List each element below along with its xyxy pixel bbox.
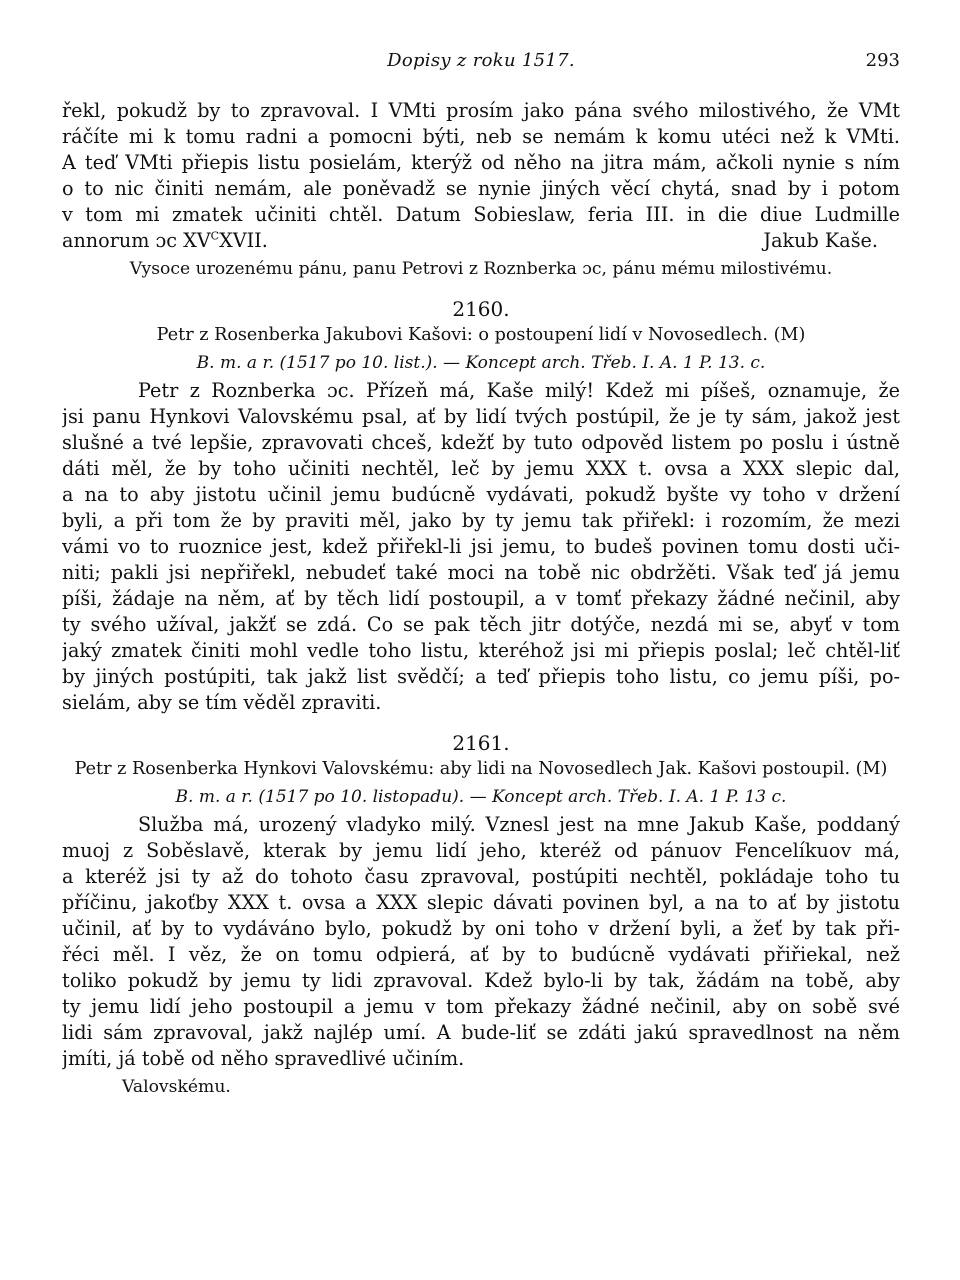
text-line: o to nic činiti nemám, ale poněvadž se nynie jiných věcí chytá, snad by i potom — [62, 177, 900, 200]
letter-number: 2161. — [452, 731, 510, 755]
text-line: sielám, aby se tím věděl zpraviti. — [62, 691, 382, 714]
date-text: annorum ɔc XV — [62, 229, 211, 252]
date-text-tail: XVII. — [219, 229, 268, 252]
letter-address: Vysoce urozenému pánu, panu Petrovi z Roznberka ɔc, pánu mému milostivému. — [129, 259, 833, 279]
text-line: ty jemu lidí jeho postoupil a jemu v tom překazy žádné nečinil, aby on sobě své — [62, 995, 900, 1018]
text-line: vámi vo to ruoznice jest, kdež přiřekl-li jsi jemu, to budeš povinen tomu dosti uči- — [62, 535, 900, 558]
text-line: slušné a tvé lepšie, zpravovati chceš, kdežť by tuto odpověd listem po poslu i ústně — [62, 431, 900, 454]
text-line: ty svého užíval, jakžť se zdá. Co se pak těch jitr dotýče, nezdá mi se, abyť v tom — [62, 613, 900, 636]
letter-source: B. m. a r. (1517 po 10. listopadu). — Koncept arch. Třeb. I. A. 1 P. 13 c. — [175, 787, 787, 807]
text-line: učinil, ať by to vydáváno bylo, pokudž by oni toho v držení byli, a žeť by tak při- — [62, 917, 900, 940]
letter-number: 2160. — [452, 297, 510, 321]
text-line: ráčíte mi k tomu radni a pomocni býti, neb se nemám k komu utéci než k VMti. — [62, 125, 900, 148]
text-line: řéci měl. I věz, že on tomu odpierá, ať by to budúcně vydávati přiřiekal, než — [62, 943, 900, 966]
letter-address: Valovskému. — [122, 1077, 231, 1097]
text-line: Služba má, urozený vladyko milý. Vznesl jest na mne Jakub Kaše, poddaný — [138, 813, 900, 836]
text-line: píši, žádaje na něm, ať by těch lidí postoupil, a v tomť překazy žádné nečinil, aby — [62, 587, 900, 610]
text-line: Petr z Roznberka ɔc. Přízeň má, Kaše milý! Kdež mi píšeš, oznamuje, že — [138, 379, 900, 402]
text-line: příčinu, jakoťby XXX t. ovsa a XXX slepic dávati povinen byl, a na to ať by jistotu — [62, 891, 900, 914]
date-superscript: C — [210, 229, 220, 243]
text-line: by jiných postúpiti, tak jakž list svědčí; a teď přiepis toho listu, co jemu píši, po- — [62, 665, 900, 688]
letter-source: B. m. a r. (1517 po 10. list.). — Koncept arch. Třeb. I. A. 1 P. 13. c. — [196, 353, 766, 373]
page-number: 293 — [865, 50, 900, 71]
text-line: byli, a při tom že by praviti měl, jako by ty jemu tak přiřekl: i rozomím, že mezi — [62, 509, 900, 532]
text-line: lidi sám zpravoval, jakž najlép umí. A bude-liť se zdáti jakú spravedlnost na něm — [62, 1021, 900, 1044]
page-header — [62, 50, 900, 76]
text-line: A teď VMti přiepis listu posielám, kterýž od něho na jitra mám, ačkoli nynie s ním — [62, 151, 900, 174]
text-line: řekl, pokudž by to zpravoval. I VMti prosím jako pána svého milostivého, že VMt — [62, 99, 900, 122]
text-line: jsi panu Hynkovi Valovskému psal, ať by lidí tvých postúpil, že je ty sám, jakož jest — [62, 405, 900, 428]
letter-heading: Petr z Rosenberka Hynkovi Valovskému: aby lidi na Novosedlech Jak. Kašovi postoupil. (M) — [74, 759, 888, 779]
text-line: a kteréž jsi ty až do tohoto času zpravoval, postúpiti nechtěl, pokládaje toho tu — [62, 865, 900, 888]
text-line: niti; pakli jsi nepřiřekl, nebudeť také moci na tobě nic obdržěti. Však teď já jemu — [62, 561, 900, 584]
text-line: jaký zmatek činiti mohl vedle toho listu, kteréhož jsi mi přiepis poslal; leč chtěl-liť — [62, 639, 900, 662]
signature: Jakub Kaše. — [763, 229, 878, 252]
text-line: a na to aby jistotu učinil jemu budúcně vydávati, pokudž byšte vy toho v držení — [62, 483, 900, 506]
text-line: toliko pokudž by jemu ty lidi zpravoval. Kdež bylo-li by tak, žádám na tobě, aby — [62, 969, 900, 992]
text-line: v tom mi zmatek učiniti chtěl. Datum Sobieslaw, feria III. in die diue Ludmille — [62, 203, 900, 226]
text-line: muoj z Soběslavě, kterak by jemu lidí jeho, kteréž od pánuov Fencelíkuov má, — [62, 839, 900, 862]
text-line: jmíti, já tobě od něho spravedlivé učiním. — [62, 1047, 465, 1070]
running-title: Dopisy z roku 1517. — [387, 50, 575, 71]
closing-line — [62, 228, 900, 254]
letter-heading: Petr z Rosenberka Jakubovi Kašovi: o postoupení lidí v Novosedlech. (M) — [156, 325, 806, 345]
text-line: dáti měl, že by toho učiniti nechtěl, leč by jemu XXX t. ovsa a XXX slepic dal, — [62, 457, 900, 480]
